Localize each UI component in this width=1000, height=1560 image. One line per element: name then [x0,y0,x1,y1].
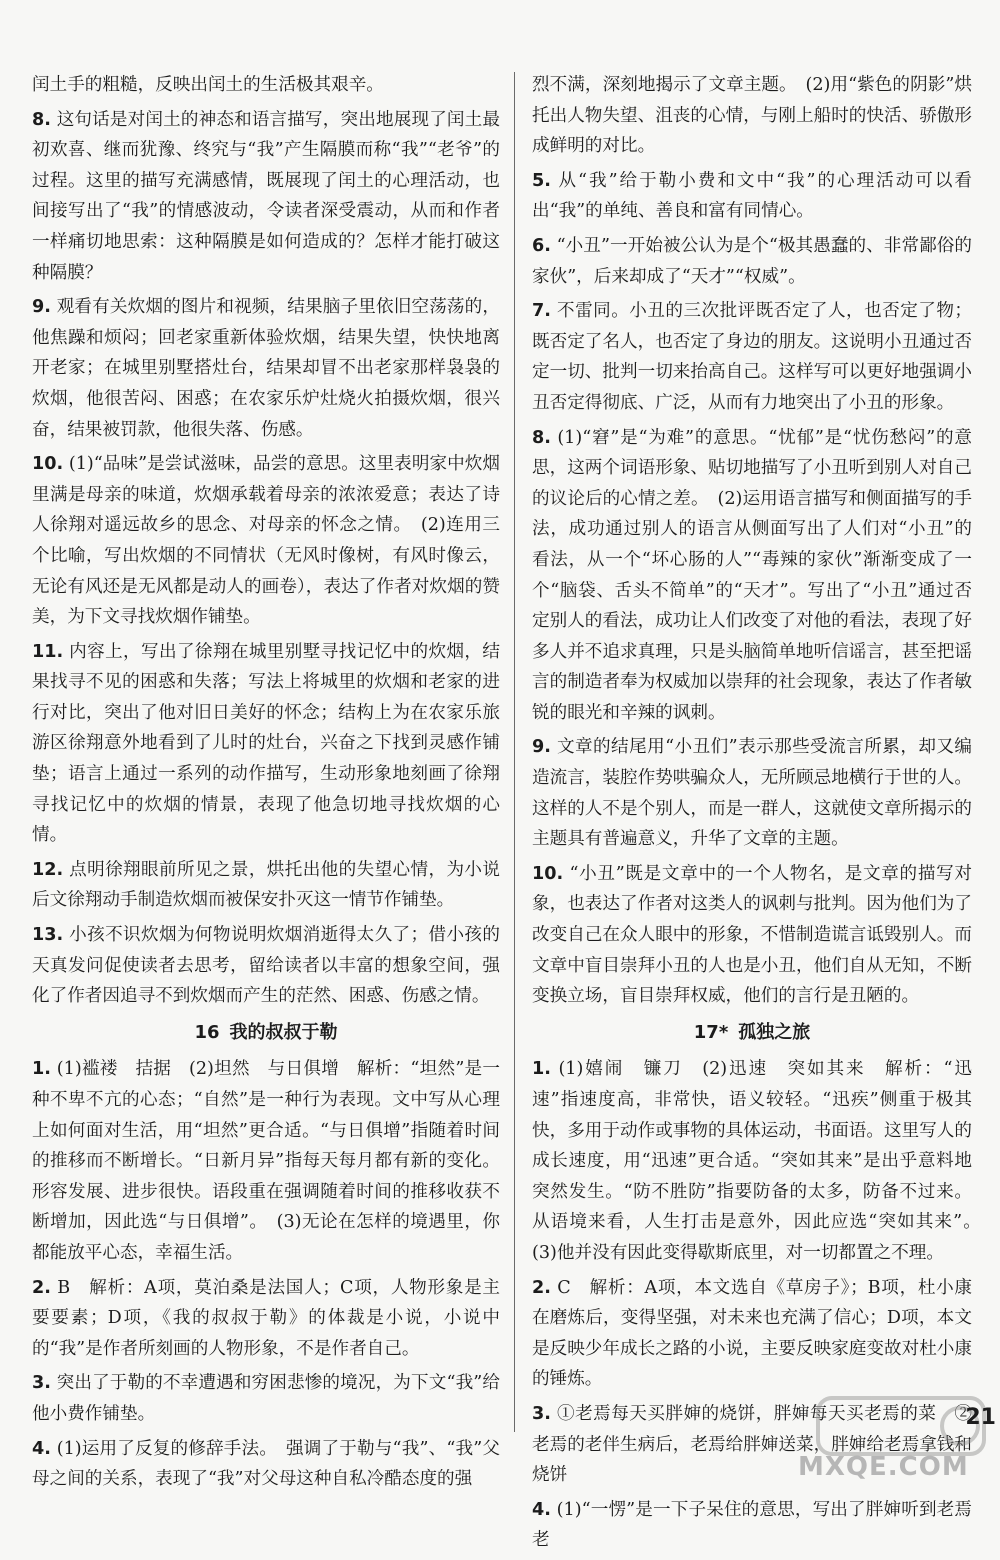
question-number: 9. [532,737,551,758]
answer-1: 1. (1)嬉闹 镰刀 (2)迅速 突如其来 解析：“迅速”指速度高，非常快，语义较轻。“迅疾”侧重于极其快，多用于动作或事物的具体运动，书面语。这里写人的成长速度，用“迅速”更合适。“突如其来”是出乎意料地突然发生。“防不胜防”指要防备的太多，防备不过来。从语境来看，人生打击是意外，因此应选“突如其来”。 (3)他并没有因此变得歇斯底里，对一切都置之不理。 [532,1059,990,1263]
answer-4: 4. (1)“一愣”是一下子呆住的意思，写出了胖婶听到老焉老 [532,1499,972,1551]
answer-2: 2. B 解析：A项，莫泊桑是法国人；C项，人物形象是主要要素；D项，《我的叔叔于勒》的体裁是小说，小说中的“我”是作者所刻画的人物形象，不是作者自己。 [32,1277,501,1359]
answer-12: 12. 点明徐翔眼前所见之景，烘托出他的失望心情，为小说后文徐翔动手制造炊烟而被保安扑灭这一情节作铺垫。 [32,859,500,911]
left-column [32,70,500,1499]
answer-6: 6. “小丑”一开始被公认为是个“极其愚蠢的、非常鄙俗的家伙”，后来却成了“天才”“权威”。 [532,235,972,287]
question-number: 1. [532,1059,551,1080]
question-number: 2. [532,1277,551,1298]
answer-10: 10. “小丑”既是文章中的一个人物名，是文章的描写对象，也表达了作者对这类人的讽刺与批判。因为他们为了改变自己在众人眼中的形象，不惜制造谎言诋毁别人。而文章中盲目崇拜小丑的人也是小丑，他们自从无知，不断变换立场，盲目崇拜权威，他们的言行是丑陋的。 [532,863,972,1007]
question-number: 4. [532,1499,551,1520]
answer-11: 11. 内容上，写出了徐翔在城里别墅寻找记忆中的炊烟，结果找寻不见的困惑和失落；写法上将城里的炊烟和老家的进行对比，突出了他对旧日美好的怀念；结构上为在农家乐旅游区徐翔意外地看到了儿时的灶台，兴奋之下找到灵感作铺垫；语言上通过一系列的动作描写，生动形象地刻画了徐翔寻找记忆中的炊烟的情景，表现了他急切地寻找炊烟的心情。 [32,641,500,846]
lesson-title: 孤独之旅 [738,1021,811,1043]
lesson-number: 16 [194,1021,220,1043]
question-number: 3. [32,1373,51,1394]
question-number: 2. [32,1277,51,1298]
answer-8: 8. 这句话是对闰土的神态和语言描写，突出地展现了闰土最初欢喜、继而犹豫、终究与“我”产生隔膜而称“我”“老爷”的过程。这里的描写充满感情，既展现了闰土的心理活动，也间接写出了“我”的情感波动，令读者深受震动，从而和作者一样痛切地思索：这种隔膜是如何造成的？怎样才能打破这种隔膜？ [32,109,500,283]
question-number: 12. [32,859,64,880]
watermark-url: MXQE.COM [798,1452,969,1482]
answer-3: 3. 突出了于勒的不幸遭遇和穷困悲惨的境况，为下文“我”给他小费作铺垫。 [32,1373,500,1424]
question-number: 8. [532,427,551,448]
question-number: 10. [532,863,564,884]
answer-3: 3. ①老焉每天买胖婶的烧饼，胖婶每天买老焉的菜 ②老焉的老伴生病后，老焉给胖婶送菜，胖婶给老焉拿钱和烧饼 [532,1403,972,1486]
answer-7: 7. 不雷同。小丑的三次批评既否定了人，也否定了物；既否定了名人，也否定了身边的朋友。这说明小丑通过否定一切、批判一切来抬高自己。这样写可以更好地强调小丑否定得彻底、广泛，从而有力地突出了小丑的形象。 [532,301,972,413]
lesson-title: 我的叔叔于勒 [229,1021,338,1043]
question-number: 10. [32,454,64,475]
answer-continuation: 烈不满，深刻地揭示了文章主题。 (2)用“紫色的阴影”烘托出人物失望、沮丧的心情，与刚上船时的快活、骄傲形成鲜明的对比。 [532,75,972,157]
question-number: 4. [32,1438,51,1459]
answer-2: 2. C 解析：A项，本文选自《草房子》；B项，杜小康在磨炼后，变得坚强，对未来也充满了信心；D项，本文是反映少年成长之路的小说，主要反映家庭变故对杜小康的锤炼。 [532,1277,972,1390]
answer-10: 10. (1)“品味”是尝试滋味，品尝的意思。这里表明家中炊烟里满是母亲的味道，炊烟承载着母亲的浓浓爱意；表达了诗人徐翔对遥远故乡的思念、对母亲的怀念之情。 (2)连用三个比喻，写出炊烟的不同情状（无风时像树，有风时像云，无论有风还是无风都是动人的画卷），表达了作者对炊烟的赞美，为下文寻找炊烟作铺垫。 [32,454,501,628]
question-number: 3. [532,1403,551,1424]
column-divider [514,72,515,1432]
question-number: 6. [532,235,551,256]
question-number: 11. [32,641,64,662]
answer-1: 1. (1)褴褛 拮据 (2)坦然 与日俱增 解析：“坦然”是一种不卑不亢的心态；“自然”是一种行为表现。文中写从心理上如何面对生活，用“坦然”更合适。“与日俱增”指随着时间的推移而不断增长。“日新月异”指每天每月都有新的变化。形容发展、进步很快。语段重在强调随着时间的推移收获不断增加，因此选“与日俱增”。 (3)无论在怎样的境遇里，你都能放平心态，幸福生活。 [32,1059,500,1263]
question-number: 9. [32,297,51,318]
lesson-number: 17* [693,1021,729,1043]
question-number: 1. [32,1059,51,1080]
answer-continuation: 闰土手的粗糙，反映出闰土的生活极其艰辛。 [32,75,384,95]
answer-13: 13. 小孩不识炊烟为何物说明炊烟消逝得太久了；借小孩的天真发问促使读者去思考，留给读者以丰富的想象空间，强化了作者因追寻不到炊烟而产生的茫然、困惑、伤感之情。 [32,925,500,1007]
lesson-heading-17 [532,1018,972,1049]
page-number: 21 [965,1405,996,1430]
question-number: 13. [32,925,64,946]
lesson-heading-16 [32,1018,500,1049]
question-number: 7. [532,301,551,322]
question-number: 8. [32,109,51,130]
answer-9: 9. 文章的结尾用“小丑们”表示那些受流言所累，却又编造流言，装腔作势哄骗众人，无所顾忌地横行于世的人。这样的人不是个别人，而是一群人，这就使文章所揭示的主题具有普遍意义，升华了文章的主题。 [532,737,972,850]
answer-9: 9. 观看有关炊烟的图片和视频，结果脑子里依旧空荡荡的，他焦躁和烦闷；回老家重新体验炊烟，结果失望，快快地离开老家；在城里别墅搭灶台，结果却冒不出老家那样袅袅的炊烟，他很苦闷、困惑；在农家乐炉灶烧火拍摄炊烟，很兴奋，结果被罚款，他很失落、伤感。 [32,297,500,440]
question-number: 5. [532,170,551,191]
answer-5: 5. 从“我”给于勒小费和文中“我”的心理活动可以看出“我”的单纯、善良和富有同情心。 [532,170,972,222]
answer-4: 4. (1)运用了反复的修辞手法。 强调了于勒与“我”、“我”父母之间的关系，表现了“我”对父母这种自私冷酷态度的强 [32,1438,501,1490]
answer-8: 8. (1)“窘”是“为难”的意思。“忧郁”是“忧伤愁闷”的意思，这两个词语形象、贴切地描写了小丑听到别人对自己的议论后的心情之差。 (2)运用语言描写和侧面描写的手法，成功通过别人的语言从侧面写出了人们对“小丑”的看法，从一个“坏心肠的人”“毒辣的家伙”渐渐变成了一个“脑袋、舌头不简单”的“天才”。写出了“小丑”通过否定别人的看法，成功让人们改变了对他的看法，表现了好多人并不追求真理，只是头脑简单地听信谣言，甚至把谣言的制造者奉为权威加以崇拜的社会现象，表达了作者敏锐的眼光和辛辣的讽刺。 [532,427,972,723]
